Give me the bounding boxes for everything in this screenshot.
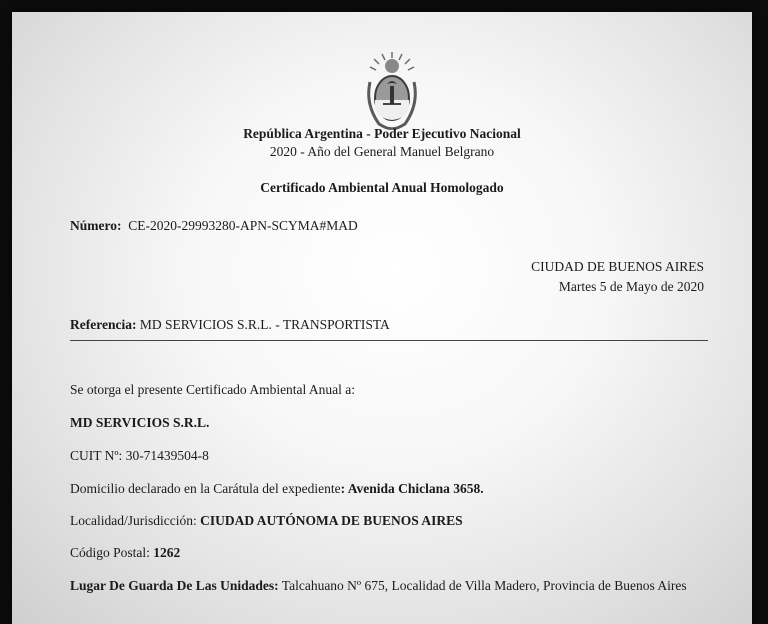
referencia-value: MD SERVICIOS S.R.L. - TRANSPORTISTA xyxy=(139,317,390,332)
lugar-guarda-label: Lugar De Guarda De Las Unidades: xyxy=(70,578,279,593)
document-title: Certificado Ambiental Anual Homologado xyxy=(260,180,504,195)
header-line2: 2020 - Año del General Manuel Belgrano xyxy=(269,144,495,159)
date-line: Martes 5 de Mayo de 2020 xyxy=(558,279,704,294)
numero-label: Número: xyxy=(70,218,122,233)
numero-line xyxy=(70,218,358,234)
referencia-label: Referencia: xyxy=(70,317,137,332)
codigo-postal-line xyxy=(70,545,180,561)
document-page xyxy=(12,12,752,624)
codigo-postal-value: 1262 xyxy=(149,545,181,560)
localidad-label: Localidad/Jurisdicción: xyxy=(70,513,197,528)
referencia-line xyxy=(70,317,390,333)
intro-text: Se otorga el presente Certificado Ambiental Anual a: xyxy=(70,382,356,397)
numero-value: CE-2020-29993280-APN-SCYMA#MAD xyxy=(128,218,358,233)
divider xyxy=(70,340,708,341)
header-line1: República Argentina - Poder Ejecutivo Nacional xyxy=(243,126,521,141)
lugar-guarda-line xyxy=(70,578,687,594)
coat-of-arms-icon xyxy=(363,52,421,132)
lugar-guarda-value: Talcahuano Nº 675, Localidad de Villa Madero, Provincia de Buenos Aires xyxy=(278,578,687,593)
company-name: MD SERVICIOS S.R.L. xyxy=(70,415,210,430)
domicilio-line xyxy=(70,481,484,497)
codigo-postal-label: Código Postal: xyxy=(70,545,150,560)
localidad-line xyxy=(70,513,463,529)
cuit-line: CUIT Nº: 30-71439504-8 xyxy=(70,448,209,463)
localidad-value: CIUDAD AUTÓNOMA DE BUENOS AIRES xyxy=(196,513,463,528)
place-city: CIUDAD DE BUENOS AIRES xyxy=(531,259,704,274)
domicilio-label: Domicilio declarado en la Carátula del expediente xyxy=(70,481,341,496)
domicilio-value: : Avenida Chiclana 3658. xyxy=(340,481,484,496)
